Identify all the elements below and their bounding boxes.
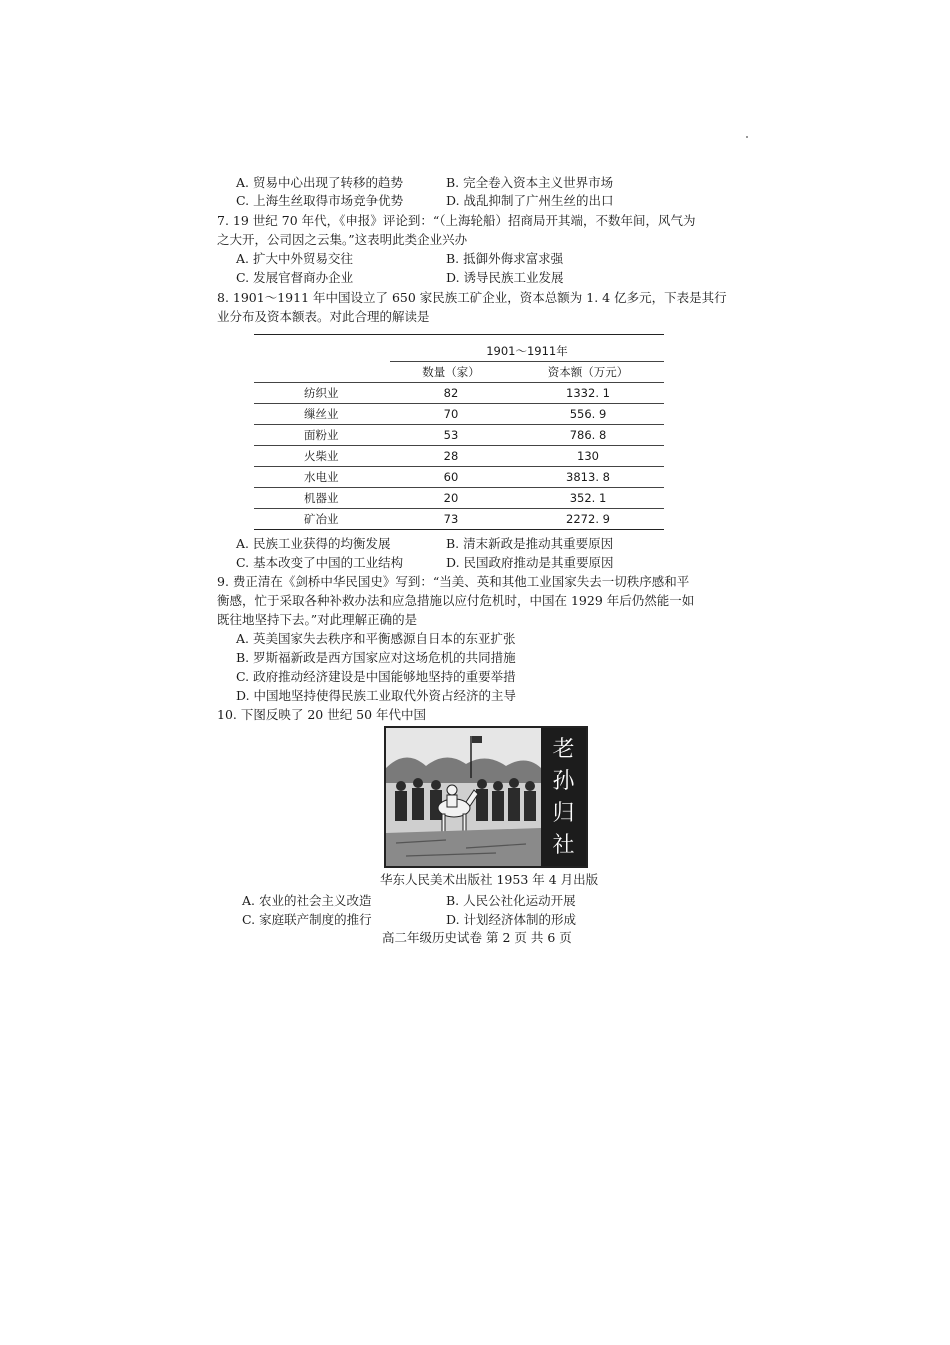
q6-option-b: B. 完全卷入资本主义世界市场	[446, 175, 614, 190]
woodcut-illustration	[386, 728, 586, 866]
page-footer: 高二年级历史试卷 第 2 页 共 6 页	[382, 930, 572, 945]
table-group-header: 1901～1911年	[390, 335, 664, 362]
q8-option-c: C. 基本改变了中国的工业结构	[236, 555, 404, 570]
table-row	[254, 404, 664, 425]
industry-name: 水电业	[254, 467, 390, 488]
industry-capital: 556. 9	[512, 404, 664, 425]
industry-count: 70	[390, 404, 512, 425]
table-row	[254, 509, 664, 530]
industry-count: 82	[390, 383, 512, 404]
industry-capital-table	[254, 334, 664, 530]
industry-capital: 130	[512, 446, 664, 467]
q6-option-d: D. 战乱抑制了广州生丝的出口	[446, 193, 614, 208]
q7-option-d: D. 诱导民族工业发展	[446, 270, 564, 285]
q9-stem-line1: 9. 费正清在《剑桥中华民国史》写到：“当美、英和其他工业国家失去一切秩序感和平	[217, 574, 690, 589]
table-row	[254, 446, 664, 467]
industry-capital: 1332. 1	[512, 383, 664, 404]
industry-count: 28	[390, 446, 512, 467]
q8-option-a: A. 民族工业获得的均衡发展	[236, 536, 391, 551]
industry-name: 火柴业	[254, 446, 390, 467]
q9-option-c: C. 政府推动经济建设是中国能够地坚持的重要举措	[236, 669, 516, 684]
table-row	[254, 467, 664, 488]
industry-name: 面粉业	[254, 425, 390, 446]
industry-name: 机器业	[254, 488, 390, 509]
table-header-capital: 资本额（万元）	[512, 362, 664, 383]
image-title-char-4: 社	[552, 833, 575, 858]
industry-name: 缫丝业	[254, 404, 390, 425]
industry-count: 20	[390, 488, 512, 509]
q10-stem: 10. 下图反映了 20 世纪 50 年代中国	[217, 707, 427, 722]
q10-option-c: C. 家庭联产制度的推行	[242, 912, 372, 927]
q9-option-d: D. 中国地坚持使得民族工业取代外资占经济的主导	[236, 688, 517, 703]
industry-capital: 3813. 8	[512, 467, 664, 488]
image-title-char-1: 老	[552, 737, 575, 762]
table-row	[254, 383, 664, 404]
industry-capital: 786. 8	[512, 425, 664, 446]
industry-count: 53	[390, 425, 512, 446]
q7-option-a: A. 扩大中外贸易交往	[236, 251, 353, 266]
table-row	[254, 488, 664, 509]
industry-count: 60	[390, 467, 512, 488]
table-row	[254, 425, 664, 446]
q7-option-b: B. 抵御外侮求富求强	[446, 251, 564, 266]
q6-option-a: A. 贸易中心出现了转移的趋势	[236, 175, 403, 190]
q9-option-a: A. 英美国家失去秩序和平衡感源自日本的东亚扩张	[236, 631, 516, 646]
industry-count: 73	[390, 509, 512, 530]
q9-stem-line3: 既往地坚持下去。”对此理解正确的是	[217, 612, 418, 627]
q10-option-d: D. 计划经济体制的形成	[446, 912, 577, 927]
table-header-count: 数量（家）	[390, 362, 512, 383]
q8-stem-line1: 8. 1901～1911 年中国设立了 650 家民族工矿企业，资本总额为 1. 4 亿多元，下表是其行	[217, 290, 727, 305]
lao-sun-gui-she-woodcut-image	[384, 726, 588, 868]
image-caption: 华东人民美术出版社 1953 年 4 月出版	[380, 872, 599, 887]
industry-name: 纺织业	[254, 383, 390, 404]
industry-capital: 352. 1	[512, 488, 664, 509]
q7-stem-line1: 7. 19 世纪 70 年代，《申报》评论到：“（上海轮船）招商局开其端，不数年间，风气为	[217, 213, 696, 228]
q10-option-b: B. 人民公社化运动开展	[446, 893, 576, 908]
q7-option-c: C. 发展官督商办企业	[236, 270, 354, 285]
q8-option-b: B. 清末新政是推动其重要原因	[446, 536, 614, 551]
q9-option-b: B. 罗斯福新政是西方国家应对这场危机的共同措施	[236, 650, 516, 665]
industry-capital: 2272. 9	[512, 509, 664, 530]
q8-option-d: D. 民国政府推动是其重要原因	[446, 555, 614, 570]
image-title-char-2: 孙	[552, 769, 575, 794]
scan-speck	[746, 136, 748, 138]
q9-stem-line2: 衡感，忙于采取各种补救办法和应急措施以应付危机时，中国在 1929 年后仍然能一如	[217, 593, 695, 608]
image-title-char-3: 归	[552, 801, 575, 826]
q7-stem-line2: 之大开，公司因之云集。”这表明此类企业兴办	[217, 232, 468, 247]
q8-stem-line2: 业分布及资本额表。对此合理的解读是	[217, 309, 430, 324]
q10-option-a: A. 农业的社会主义改造	[242, 893, 372, 908]
industry-name: 矿冶业	[254, 509, 390, 530]
q6-option-c: C. 上海生丝取得市场竞争优势	[236, 193, 404, 208]
